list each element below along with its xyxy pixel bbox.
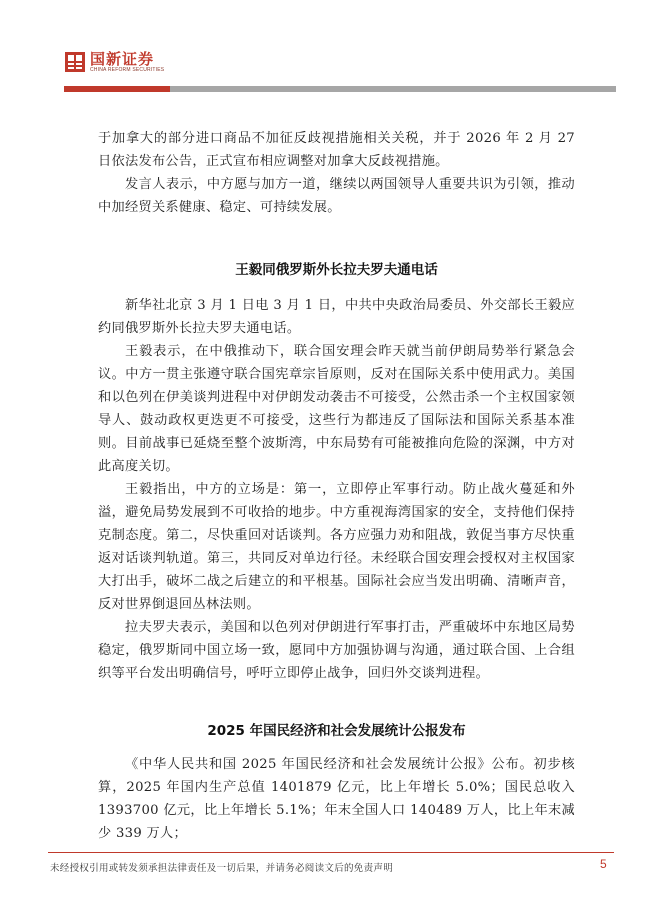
- paragraph: 王毅表示，在中俄推动下，联合国安理会昨天就当前伊朗局势举行紧急会议。中方一贯主张遵守联合国宪章宗旨原则，反对在国际关系中使用武力。美国和以色列在伊美谈判进程中对伊朗发动袭击不可接受，公然击杀一个主权国家领导人、鼓动政权更迭更不可接受，这些行为都违反了国际法和国际关系基本准则。目前战事已延烧至整个波斯湾，中东局势有可能被推向危险的深渊，中方对此高度关切。: [98, 344, 575, 474]
- paragraph: 新华社北京 3 月 1 日电 3 月 1 日，中共中央政治局委员、外交部长王毅应约同俄罗斯外长拉夫罗夫通电话。: [98, 298, 575, 336]
- footer-disclaimer: 未经授权引用或转发须承担法律责任及一切后果，并请务必阅读文后的免责声明: [50, 863, 394, 874]
- logo-name-cn: 国新证券: [90, 50, 155, 68]
- page-number: 5: [600, 857, 607, 871]
- header-accent-bar: [64, 86, 170, 92]
- paragraph: 王毅指出，中方的立场是：第一，立即停止军事行动。防止战火蔓延和外溢，避免局势发展到不可收拾的地步。中方重视海湾国家的安全，支持他们保持克制态度。第二，尽快重回对话谈判。各方应强力劝和阻战，敦促当事方尽快重返对话谈判轨道。第三，共同反对单边行径。未经联合国安理会授权对主权国家大打出手，破坏二战之后建立的和平根基。国际社会应当发出明确、清晰声音，反对世界倒退回丛林法则。: [98, 482, 575, 612]
- paragraph: 《中华人民共和国 2025 年国民经济和社会发展统计公报》公布。初步核算，2025 年国内生产总值 1401879 亿元，比上年增长 5.0%；国民总收入 1393700 亿元，比上年增长 5.1%；年末全国人口 140489 万人，比上年末减少 339 万人；: [98, 757, 575, 841]
- paragraph: 拉夫罗夫表示，美国和以色列对伊朗进行军事打击，严重破坏中东地区局势稳定，俄罗斯同中国立场一致，愿同中方加强协调与沟通，通过联合国、上合组织等平台发出明确信号，呼吁立即停止战争，回归外交谈判进程。: [98, 620, 575, 681]
- logo-name-en: CHINA REFORM SECURITIES: [90, 67, 165, 73]
- footer-divider: [48, 852, 614, 853]
- section-title: 2025 年国民经济和社会发展统计公报发布: [207, 723, 466, 739]
- section-title: 王毅同俄罗斯外长拉夫罗夫通电话: [235, 262, 438, 278]
- paragraph: 发言人表示，中方愿与加方一道，继续以两国领导人重要共识为引领，推动中加经贸关系健康、稳定、可持续发展。: [98, 177, 575, 215]
- logo-mark-icon: [64, 51, 86, 73]
- report-content: [98, 127, 575, 845]
- paragraph: 于加拿大的部分进口商品不加征反歧视措施相关关税，并于 2026 年 2 月 27 日依法发布公告，正式宣布相应调整对加拿大反歧视措施。: [98, 131, 575, 169]
- company-logo: [64, 50, 164, 74]
- header-bar: [170, 86, 616, 92]
